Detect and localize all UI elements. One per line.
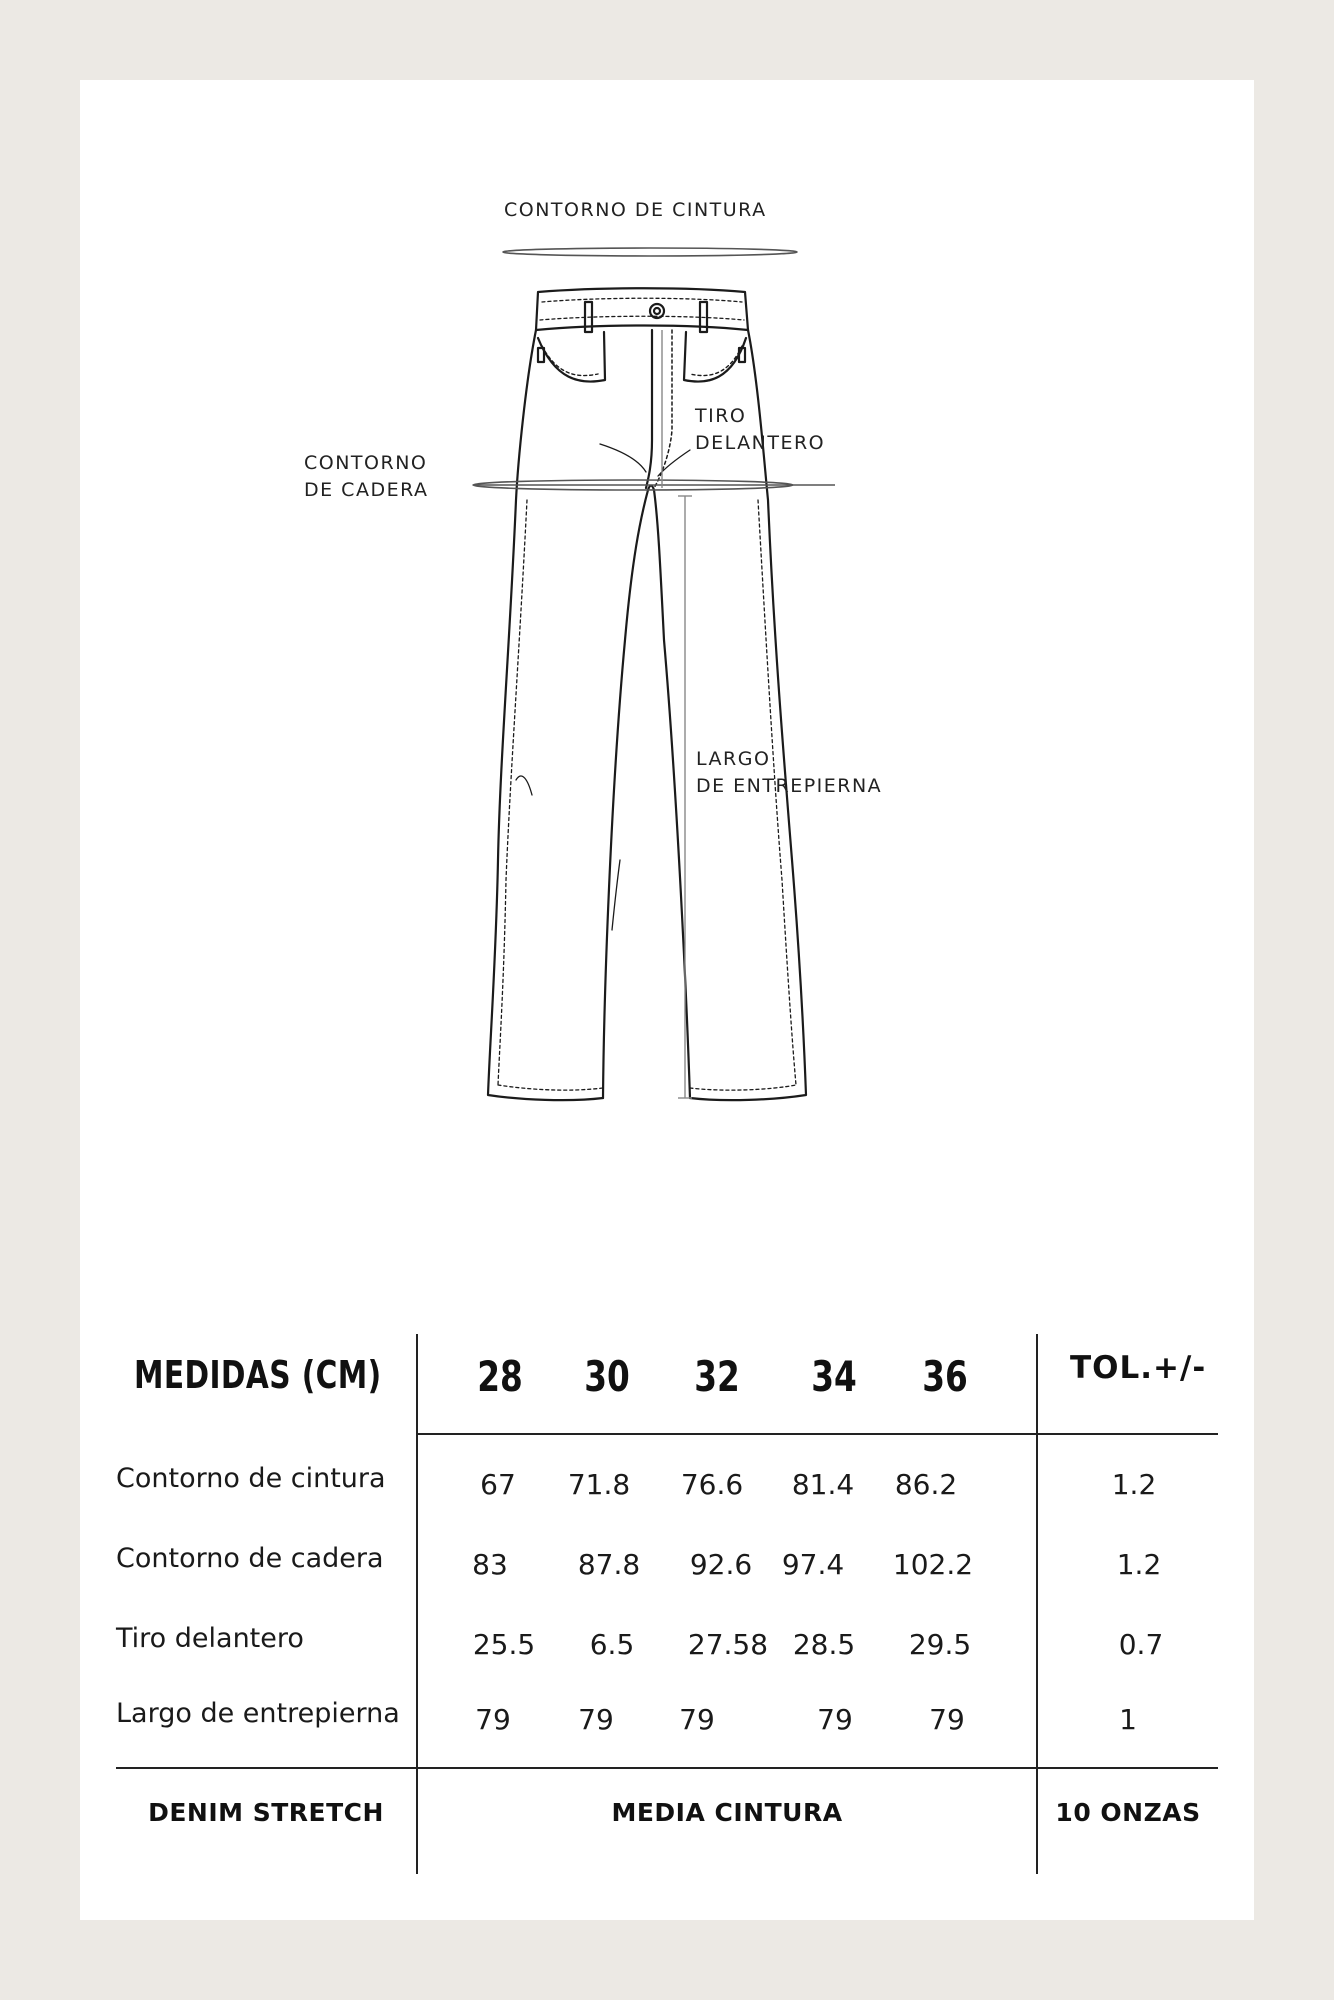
tolerance-cell: 1 <box>1119 1703 1137 1736</box>
table-cell: 92.6 <box>689 1548 753 1581</box>
size-header: 32 <box>694 1352 740 1401</box>
size-header: 36 <box>922 1352 968 1401</box>
table-cell: 87.8 <box>577 1548 641 1581</box>
table-cell: 25.5 <box>472 1628 536 1661</box>
table-cell: 79 <box>817 1703 853 1736</box>
size-guide-card <box>80 80 1254 1920</box>
table-cell: 76.6 <box>680 1468 744 1501</box>
size-header: 30 <box>584 1352 630 1401</box>
table-cell: 81.4 <box>791 1468 855 1501</box>
table-cell: 79 <box>475 1703 511 1736</box>
row-label: Tiro delantero <box>116 1623 304 1654</box>
flare-jeans-sketch <box>80 80 1254 1280</box>
rise-measure-label: TIRO DELANTERO <box>695 405 826 454</box>
table-cell: 86.2 <box>894 1468 958 1501</box>
table-cell: 6.5 <box>589 1628 635 1661</box>
fabric-weight-label: 10 ONZAS <box>1055 1798 1201 1827</box>
table-cell: 97.4 <box>781 1548 845 1581</box>
table-divider <box>416 1433 1218 1435</box>
table-cell: 102.2 <box>892 1548 974 1581</box>
fabric-label: DENIM STRETCH <box>148 1798 384 1827</box>
row-label: Contorno de cintura <box>116 1463 386 1494</box>
tolerance-header: TOL.+/- <box>1070 1350 1207 1386</box>
table-cell: 79 <box>679 1703 715 1736</box>
table-cell: 79 <box>578 1703 614 1736</box>
row-label: Largo de entrepierna <box>116 1698 400 1729</box>
table-divider <box>416 1334 418 1874</box>
waist-measure-label: CONTORNO DE CINTURA <box>504 199 767 221</box>
table-cell: 71.8 <box>567 1468 631 1501</box>
jeans-diagram <box>80 80 1254 1280</box>
tolerance-cell: 0.7 <box>1118 1628 1164 1661</box>
table-title: MEDIDAS (CM) <box>134 1353 382 1397</box>
table-divider <box>1036 1334 1038 1874</box>
inseam-measure-label: LARGO DE ENTREPIERNA <box>696 748 883 797</box>
tolerance-cell: 1.2 <box>1111 1468 1157 1501</box>
row-label: Contorno de cadera <box>116 1543 384 1574</box>
size-header: 28 <box>477 1352 523 1401</box>
table-cell: 83 <box>472 1548 508 1581</box>
table-cell: 29.5 <box>908 1628 972 1661</box>
rise-type-label: MEDIA CINTURA <box>611 1798 843 1827</box>
table-cell: 67 <box>480 1468 516 1501</box>
hip-measure-label: CONTORNO DE CADERA <box>304 452 429 501</box>
table-cell: 27.58 <box>687 1628 769 1661</box>
table-cell: 79 <box>929 1703 965 1736</box>
tolerance-cell: 1.2 <box>1116 1548 1162 1581</box>
table-cell: 28.5 <box>792 1628 856 1661</box>
size-header: 34 <box>811 1352 857 1401</box>
table-divider <box>116 1767 1218 1769</box>
